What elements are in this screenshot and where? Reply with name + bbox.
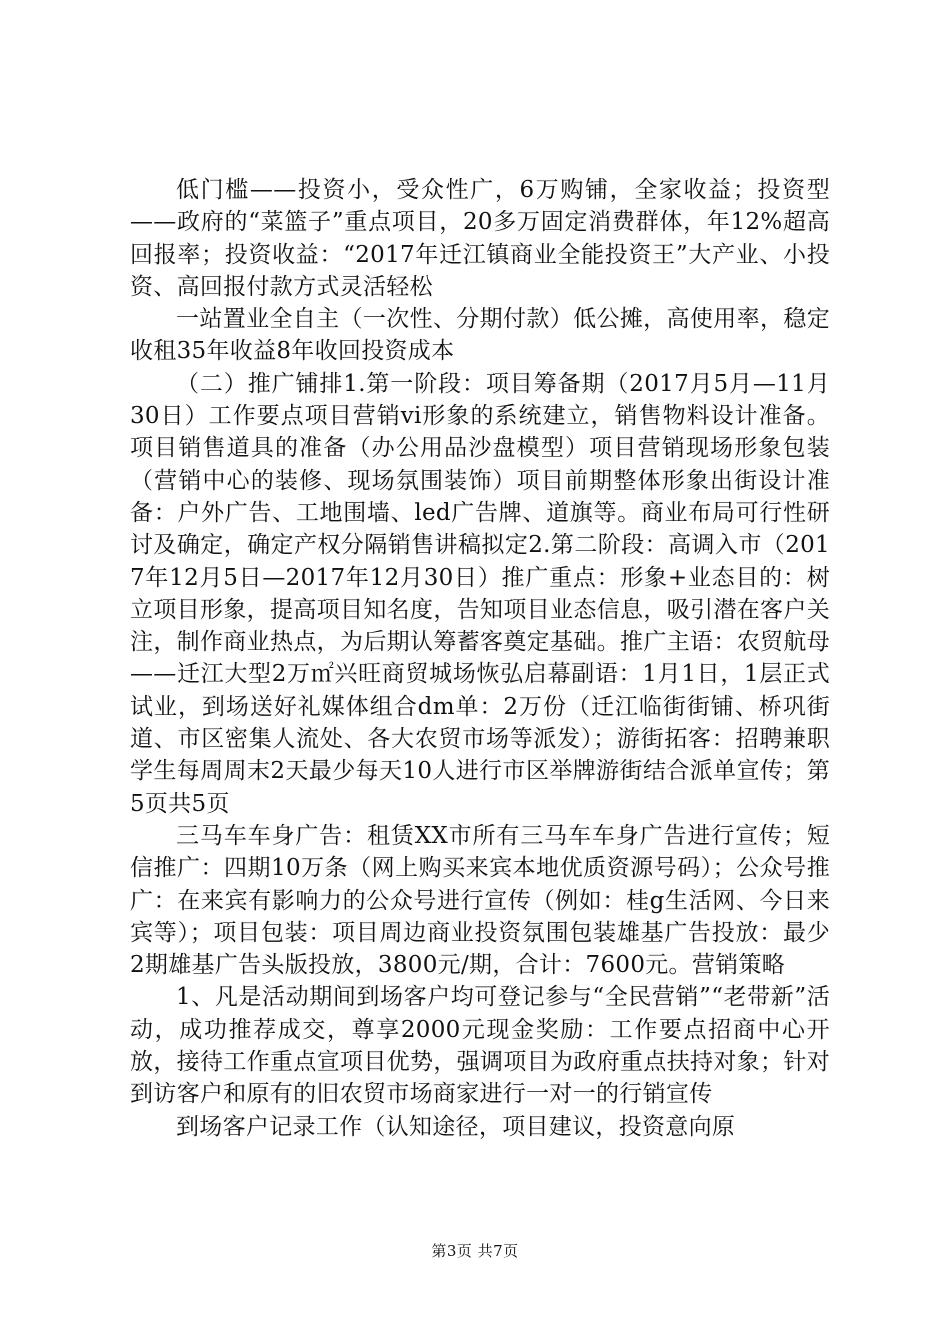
paragraph-promotion-schedule: （二）推广铺排1.第一阶段：项目筹备期（2017月5月—11月30日）工作要点项目营销vi形象的系统建立，销售物料设计准备。项目销售道具的准备（办公用品沙盘模型）项目营销现场形象包装（营销中心的装修、现场氛围装饰）项目前期整体形象出街设计准备：户外广告、工地围墙、led广告牌、道旗等。商业布局可行性研讨及确定，确定产权分隔销售讲稿拟定2.第二阶段：高调入市（2017年12月5日—2017年12月30日）推广重点：形象+业态目的：树立项目形象，提高项目知名度，告知项目业态信息，吸引潜在客户关注，制作商业热点，为后期认筹蓄客奠定基础。推广主语：农贸航母——迁江大型2万㎡兴旺商贸城场恢弘启幕副语：1月1日，1层正式试业，到场送好礼媒体组合dm单：2万份（迁江临街街铺、桥巩街道、市区密集人流处、各大农贸市场等派发）；游街拓客：招聘兼职学生每周周末2天最少每天10人进行市区举牌游街结合派单宣传；第5页共5页 <box>130 370 830 817</box>
paragraph-customer-records: 到场客户记录工作（认知途径，项目建议，投资意向原 <box>176 1113 736 1140</box>
paragraph-investment-intro: 低门槛——投资小，受众性广，6万购铺，全家收益；投资型——政府的“菜篮子”重点项目，20多万固定消费群体，年12%超高回报率；投资收益：“2017年迁江镇商业全能投资王”大产业、小投资、高回报付款方式灵活轻松 <box>130 177 830 300</box>
page-footer: 第3页 共7页 <box>431 1242 519 1260</box>
document-body <box>130 174 830 1143</box>
paragraph-advertising-channels: 三马车车身广告：租赁XX市所有三马车车身广告进行宣传；短信推广：四期10万条（网上购买来宾本地优质资源号码）；公众号推广：在来宾有影响力的公众号进行宣传（例如：桂g生活网、今日来宾等）；项目包装：项目周边商业投资氛围包装雄基广告投放：最少2期雄基广告头版投放，3800元/期，合计：7600元。营销策略 <box>130 822 830 979</box>
paragraph-one-stop-purchase: 一站置业全自主（一次性、分期付款）低公摊，高使用率，稳定收租35年收益8年收回投资成本 <box>130 306 830 365</box>
paragraph-marketing-activity: 1、凡是活动期间到场客户均可登记参与“全民营销”“老带新”活动，成功推荐成交，尊享2000元现金奖励：工作要点招商中心开放，接待工作重点宣项目优势，强调项目为政府重点扶持对象；针对到访客户和原有的旧农贸市场商家进行一对一的行销宣传 <box>130 984 830 1108</box>
